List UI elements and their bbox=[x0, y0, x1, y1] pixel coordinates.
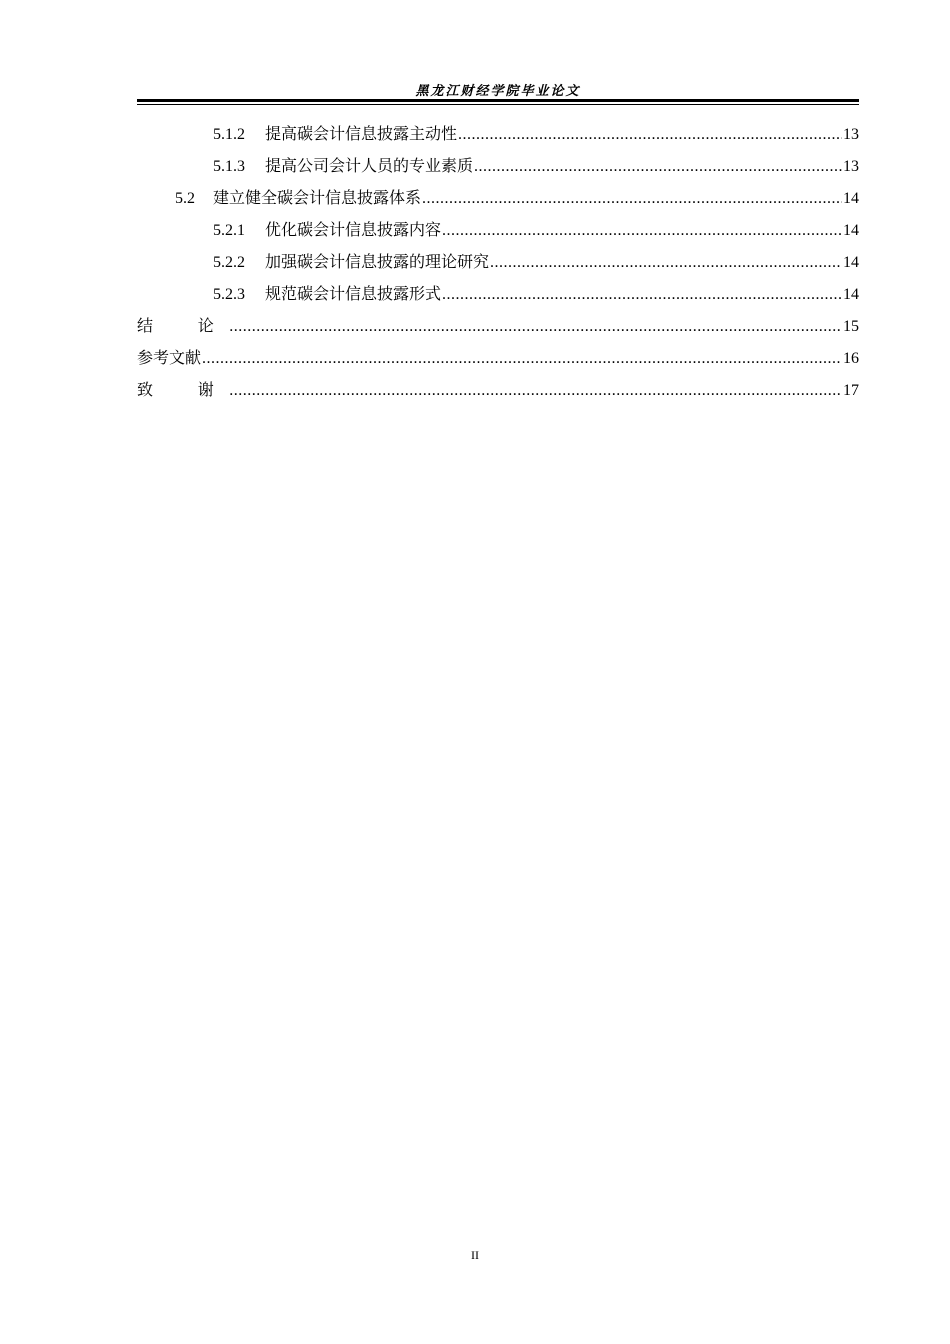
toc-entry-number: 5.2.2 bbox=[213, 254, 245, 271]
toc-leader bbox=[229, 315, 842, 339]
toc-entry[interactable] bbox=[137, 218, 859, 250]
toc-entry[interactable] bbox=[137, 154, 859, 186]
toc-leader bbox=[202, 347, 842, 371]
toc-entry-title: 致 谢 bbox=[137, 380, 229, 399]
toc-entry-acknowledgements[interactable] bbox=[137, 378, 859, 410]
header-rule-thin bbox=[137, 104, 859, 105]
toc-entry-references[interactable] bbox=[137, 346, 859, 378]
toc-entry-number: 5.2.1 bbox=[213, 222, 245, 239]
toc-entry-page: 13 bbox=[843, 126, 859, 143]
toc-leader bbox=[474, 155, 842, 179]
table-of-contents bbox=[137, 122, 859, 410]
toc-entry-page: 14 bbox=[843, 222, 859, 239]
toc-entry-page: 15 bbox=[843, 318, 859, 335]
header-title: 黑龙江财经学院毕业论文 bbox=[415, 84, 581, 99]
toc-leader bbox=[229, 379, 842, 403]
toc-entry[interactable] bbox=[137, 122, 859, 154]
toc-entry[interactable] bbox=[137, 186, 859, 218]
toc-entry-page: 17 bbox=[843, 382, 859, 399]
toc-entry[interactable] bbox=[137, 250, 859, 282]
toc-leader bbox=[442, 283, 842, 307]
toc-leader bbox=[458, 123, 842, 147]
toc-entry-title: 优化碳会计信息披露内容 bbox=[265, 220, 442, 239]
page-number: II bbox=[471, 1248, 479, 1262]
toc-entry-title: 参考文献 bbox=[137, 348, 202, 367]
toc-entry-title: 结 论 bbox=[137, 316, 229, 335]
toc-entry-page: 16 bbox=[843, 350, 859, 367]
toc-entry-number: 5.2.3 bbox=[213, 286, 245, 303]
toc-entry-title: 加强碳会计信息披露的理论研究 bbox=[265, 252, 490, 271]
toc-entry-number: 5.1.3 bbox=[213, 158, 245, 175]
toc-entry-page: 14 bbox=[843, 286, 859, 303]
toc-entry-number: 5.1.2 bbox=[213, 126, 245, 143]
toc-entry-title: 规范碳会计信息披露形式 bbox=[265, 284, 442, 303]
toc-entry-title: 提高碳会计信息披露主动性 bbox=[265, 124, 458, 143]
toc-entry[interactable] bbox=[137, 282, 859, 314]
header-rule bbox=[137, 99, 859, 102]
toc-leader bbox=[442, 219, 842, 243]
toc-entry-page: 14 bbox=[843, 254, 859, 271]
toc-leader bbox=[490, 251, 842, 275]
toc-entry-page: 13 bbox=[843, 158, 859, 175]
toc-entry-conclusion[interactable] bbox=[137, 314, 859, 346]
toc-entry-number: 5.2 bbox=[175, 190, 195, 207]
toc-entry-title: 提高公司会计人员的专业素质 bbox=[265, 156, 474, 175]
toc-entry-page: 14 bbox=[843, 190, 859, 207]
toc-entry-title: 建立健全碳会计信息披露体系 bbox=[213, 188, 422, 207]
toc-leader bbox=[422, 187, 842, 211]
